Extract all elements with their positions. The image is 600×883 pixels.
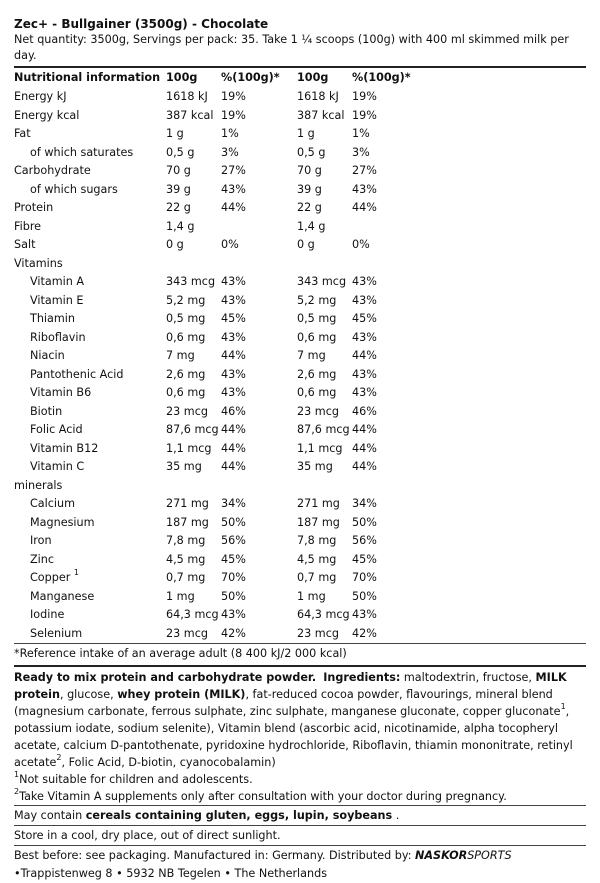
nutrient-label: of which sugars	[30, 182, 118, 196]
percent-cell: 1%	[221, 127, 239, 140]
table-row	[14, 125, 586, 144]
value-cell: 0,5 mg	[297, 312, 337, 325]
table-row	[14, 273, 586, 292]
brand-suffix: SPORTS	[467, 849, 512, 862]
value-cell: 5,2 mg	[166, 293, 206, 307]
value-cell: 1,4 g	[297, 219, 326, 233]
table-row	[14, 606, 586, 625]
nutrient-label: Energy kJ	[14, 90, 67, 103]
percent-cell: 19%	[352, 90, 377, 103]
value-cell: 1618 kJ	[297, 90, 339, 103]
column-header: 100g	[166, 70, 198, 84]
nutrition-table	[14, 68, 586, 643]
percent-cell: 27%	[352, 164, 377, 177]
value-cell: 23 mcg	[166, 404, 208, 418]
value-cell: 7,8 mg	[166, 534, 206, 547]
nutrient-label: Vitamin B6	[30, 386, 92, 399]
percent-cell: 45%	[221, 312, 246, 325]
table-row	[14, 181, 586, 200]
nutrient-label: Manganese	[30, 589, 95, 603]
percent-cell: 42%	[352, 626, 377, 640]
nutrient-label: Biotin	[30, 404, 63, 418]
value-cell	[166, 255, 221, 274]
value-cell: 271 mg	[166, 497, 209, 510]
percent-cell	[221, 477, 297, 496]
storage-instructions: Store in a cool, dry place, out of direct sunlight.	[14, 829, 281, 842]
table-row	[14, 625, 586, 644]
value-cell: 70 g	[297, 164, 322, 177]
value-cell	[297, 255, 352, 274]
percent-cell: 43%	[221, 386, 246, 399]
value-cell: 0,6 mg	[297, 386, 337, 399]
percent-cell: 34%	[221, 497, 246, 510]
value-cell: 0,5 g	[297, 145, 326, 159]
table-row	[14, 292, 586, 311]
column-header: 100g	[297, 70, 329, 84]
percent-cell: 56%	[352, 534, 377, 547]
table-row	[14, 495, 586, 514]
value-cell: 5,2 mg	[297, 293, 337, 307]
table-row	[14, 199, 586, 218]
table-row	[14, 477, 586, 496]
table-row	[14, 421, 586, 440]
percent-cell: 50%	[352, 589, 377, 603]
footnote: $^1$Not suitable for children and adolescents.	[14, 770, 253, 786]
allergen-notice: May contain cereals containing gluten, eggs, lupin, soybeans .	[14, 809, 400, 822]
value-cell: 1 g	[297, 127, 315, 140]
nutrient-label: Carbohydrate	[14, 164, 91, 177]
percent-cell: 45%	[221, 552, 246, 566]
percent-cell: 44%	[221, 423, 246, 436]
table-row	[14, 514, 586, 533]
address: •Trappistenweg 8 • 5932 NB Tegelen • The Netherlands	[14, 867, 328, 880]
table-row	[14, 366, 586, 385]
percent-cell	[221, 255, 297, 274]
product-title: Zec+ - Bullgainer (3500g) - Chocolate	[14, 17, 269, 31]
table-row	[14, 310, 586, 329]
value-cell: 0,5 g	[166, 145, 195, 159]
table-row	[14, 144, 586, 163]
value-cell: 1,4 g	[166, 219, 195, 233]
nutrient-label: Vitamin E	[30, 293, 84, 307]
footnote: $^2$Take Vitamin A supplements only after consultation with your doctor during pregnancy.	[14, 787, 507, 803]
percent-cell: 44%	[352, 460, 377, 473]
nutrient-label: Vitamins	[14, 256, 63, 270]
divider	[14, 643, 586, 644]
percent-cell: 44%	[221, 201, 246, 214]
value-cell: 0,6 mg	[166, 386, 206, 399]
value-cell: 23 mcg	[166, 626, 208, 640]
nutrient-label: Fibre	[14, 219, 42, 233]
best-before-line: Best before: see packaging. Manufactured in: Germany. Distributed by: NASKORSPORTS	[14, 849, 512, 862]
value-cell: 343 mcg	[166, 275, 216, 288]
value-cell: 387 kcal	[166, 108, 214, 122]
value-cell: 4,5 mg	[166, 552, 206, 566]
percent-cell: 70%	[352, 571, 377, 584]
percent-cell: 19%	[221, 108, 246, 122]
nutrient-label: Pantothenic Acid	[30, 367, 124, 381]
nutrient-label: Thiamin	[30, 312, 75, 325]
table-row	[14, 384, 586, 403]
value-cell	[166, 477, 221, 496]
value-cell: 187 mg	[297, 515, 340, 529]
percent-cell: 46%	[352, 404, 377, 418]
percent-cell: 70%	[221, 571, 246, 584]
value-cell: 35 mg	[166, 460, 202, 473]
percent-cell	[352, 477, 586, 496]
value-cell: 0 g	[166, 238, 184, 251]
percent-cell	[352, 218, 586, 237]
nutrient-label: Niacin	[30, 349, 65, 362]
value-cell: 23 mcg	[297, 626, 339, 640]
value-cell	[297, 477, 352, 496]
table-row	[14, 532, 586, 551]
percent-cell: 34%	[352, 497, 377, 510]
value-cell: 1,1 mcg	[166, 441, 212, 455]
table-row	[14, 440, 586, 459]
table-row	[14, 588, 586, 607]
percent-cell: 43%	[352, 293, 377, 307]
value-cell: 70 g	[166, 164, 191, 177]
nutrient-label: Iodine	[30, 608, 65, 621]
nutrient-label: Salt	[14, 238, 36, 251]
nutrient-label: Vitamin C	[30, 460, 85, 473]
table-row	[14, 218, 586, 237]
nutrient-label: Energy kcal	[14, 108, 80, 122]
percent-cell: 43%	[221, 293, 246, 307]
table-row	[14, 569, 586, 588]
value-cell: 1618 kJ	[166, 90, 208, 103]
percent-cell: 43%	[352, 182, 377, 196]
nutrient-label: Zinc	[30, 552, 55, 566]
percent-cell: 44%	[221, 460, 246, 473]
percent-cell: 44%	[221, 441, 246, 455]
value-cell: 2,6 mg	[297, 367, 337, 381]
percent-cell: 19%	[221, 90, 246, 103]
value-cell: 1 mg	[166, 589, 195, 603]
value-cell: 271 mg	[297, 497, 340, 510]
value-cell: 22 g	[166, 201, 191, 214]
value-cell: 64,3 mcg	[297, 608, 350, 621]
ingredients-text: Ready to mix protein and carbohydrate powder. Ingredients: maltodextrin, fructose, MILK protein, glucose, whey protein (MILK), fat-reduced cocoa powder, flavourings, mineral blend (magnesium carbonate, ferrous sulphate, zinc sulphate, manganese gluconate, copper gluconate$^1$, potassium iodate, sodium selenite), Vitamin blend (ascorbic acid, nicotinamide, alpha tocopheryl acetate, calcium D-pantothenate, pyridoxine hydrochloride, Riboflavin, thiamin mononitrate, retinyl acetate$^2$, Folic Acid, D-biotin, cyanocobalamin)	[14, 671, 573, 769]
percent-cell: 19%	[352, 108, 377, 122]
percent-cell: 1%	[352, 127, 370, 140]
brand-name: NASKOR	[415, 849, 468, 862]
reference-intake-note: *Reference intake of an average adult (8 400 kJ/2 000 kcal)	[14, 647, 347, 660]
table-row	[14, 329, 586, 348]
value-cell: 1 mg	[297, 589, 326, 603]
net-quantity: Net quantity: 3500g, Servings per pack: 35. Take 1 ¼ scoops (100g) with 400 ml skimmed milk per day.	[14, 33, 569, 62]
value-cell: 87,6 mcg	[297, 423, 350, 436]
table-row	[14, 458, 586, 477]
value-cell: 7,8 mg	[297, 534, 337, 547]
percent-cell: 3%	[221, 145, 239, 159]
percent-cell: 56%	[221, 534, 246, 547]
value-cell: 7 mg	[297, 349, 326, 362]
percent-cell: 43%	[221, 182, 246, 196]
value-cell: 87,6 mcg	[166, 423, 219, 436]
table-row	[14, 347, 586, 366]
percent-cell: 0%	[352, 238, 370, 251]
value-cell: 0,7 mg	[166, 571, 206, 584]
percent-cell: 44%	[221, 349, 246, 362]
value-cell: 22 g	[297, 201, 322, 214]
percent-cell	[221, 218, 297, 237]
percent-cell: 43%	[221, 275, 246, 288]
value-cell: 187 mg	[166, 515, 209, 529]
table-row	[14, 88, 586, 107]
percent-cell: 45%	[352, 312, 377, 325]
nutrient-label: Magnesium	[30, 515, 95, 529]
column-header: %(100g)*	[352, 70, 411, 84]
nutrient-label: Protein	[14, 201, 54, 214]
nutrient-label: Folic Acid	[30, 423, 83, 436]
percent-cell: 45%	[352, 552, 377, 566]
table-row	[14, 236, 586, 255]
nutrient-label: Copper $^1$	[30, 568, 79, 584]
column-header: %(100g)*	[221, 70, 280, 84]
nutrition-table-body	[14, 88, 586, 643]
percent-cell: 42%	[221, 626, 246, 640]
table-row	[14, 162, 586, 181]
nutrient-label: of which saturates	[30, 145, 134, 159]
nutrient-label: Fat	[14, 127, 31, 140]
value-cell: 0,5 mg	[166, 312, 206, 325]
table-row	[14, 255, 586, 274]
percent-cell	[352, 255, 586, 274]
percent-cell: 43%	[221, 608, 246, 621]
percent-cell: 44%	[352, 441, 377, 455]
value-cell: 64,3 mcg	[166, 608, 219, 621]
nutrient-label: Riboflavin	[30, 330, 86, 344]
value-cell: 7 mg	[166, 349, 195, 362]
percent-cell: 50%	[221, 589, 246, 603]
percent-cell: 3%	[352, 145, 370, 159]
percent-cell: 43%	[221, 330, 246, 344]
percent-cell: 44%	[352, 423, 377, 436]
table-row	[14, 403, 586, 422]
percent-cell: 50%	[352, 515, 377, 529]
value-cell: 2,6 mg	[166, 367, 206, 381]
percent-cell: 0%	[221, 238, 239, 251]
percent-cell: 43%	[352, 275, 377, 288]
nutrient-label: Vitamin A	[30, 275, 85, 288]
table-row	[14, 551, 586, 570]
value-cell: 0,7 mg	[297, 571, 337, 584]
value-cell: 0,6 mg	[297, 330, 337, 344]
percent-cell: 44%	[352, 201, 377, 214]
table-header-row	[14, 68, 586, 88]
nutrient-label: minerals	[14, 478, 63, 492]
percent-cell: 27%	[221, 164, 246, 177]
value-cell: 35 mg	[297, 460, 333, 473]
nutrient-label: Selenium	[30, 626, 83, 640]
value-cell: 1,1 mcg	[297, 441, 343, 455]
nutrient-label: Iron	[30, 534, 52, 547]
percent-cell: 43%	[352, 386, 377, 399]
percent-cell: 43%	[352, 330, 377, 344]
value-cell: 0 g	[297, 238, 315, 251]
value-cell: 0,6 mg	[166, 330, 206, 344]
percent-cell: 43%	[221, 367, 246, 381]
percent-cell: 43%	[352, 367, 377, 381]
value-cell: 1 g	[166, 127, 184, 140]
value-cell: 4,5 mg	[297, 552, 337, 566]
value-cell: 39 g	[166, 182, 191, 196]
value-cell: 343 mcg	[297, 275, 347, 288]
table-row	[14, 107, 586, 126]
percent-cell: 44%	[352, 349, 377, 362]
nutrient-label: Calcium	[30, 497, 76, 510]
percent-cell: 43%	[352, 608, 377, 621]
percent-cell: 46%	[221, 404, 246, 418]
percent-cell: 50%	[221, 515, 246, 529]
nutrient-label: Vitamin B12	[30, 441, 99, 455]
value-cell: 39 g	[297, 182, 322, 196]
value-cell: 23 mcg	[297, 404, 339, 418]
value-cell: 387 kcal	[297, 108, 345, 122]
column-header: Nutritional information	[14, 70, 161, 84]
